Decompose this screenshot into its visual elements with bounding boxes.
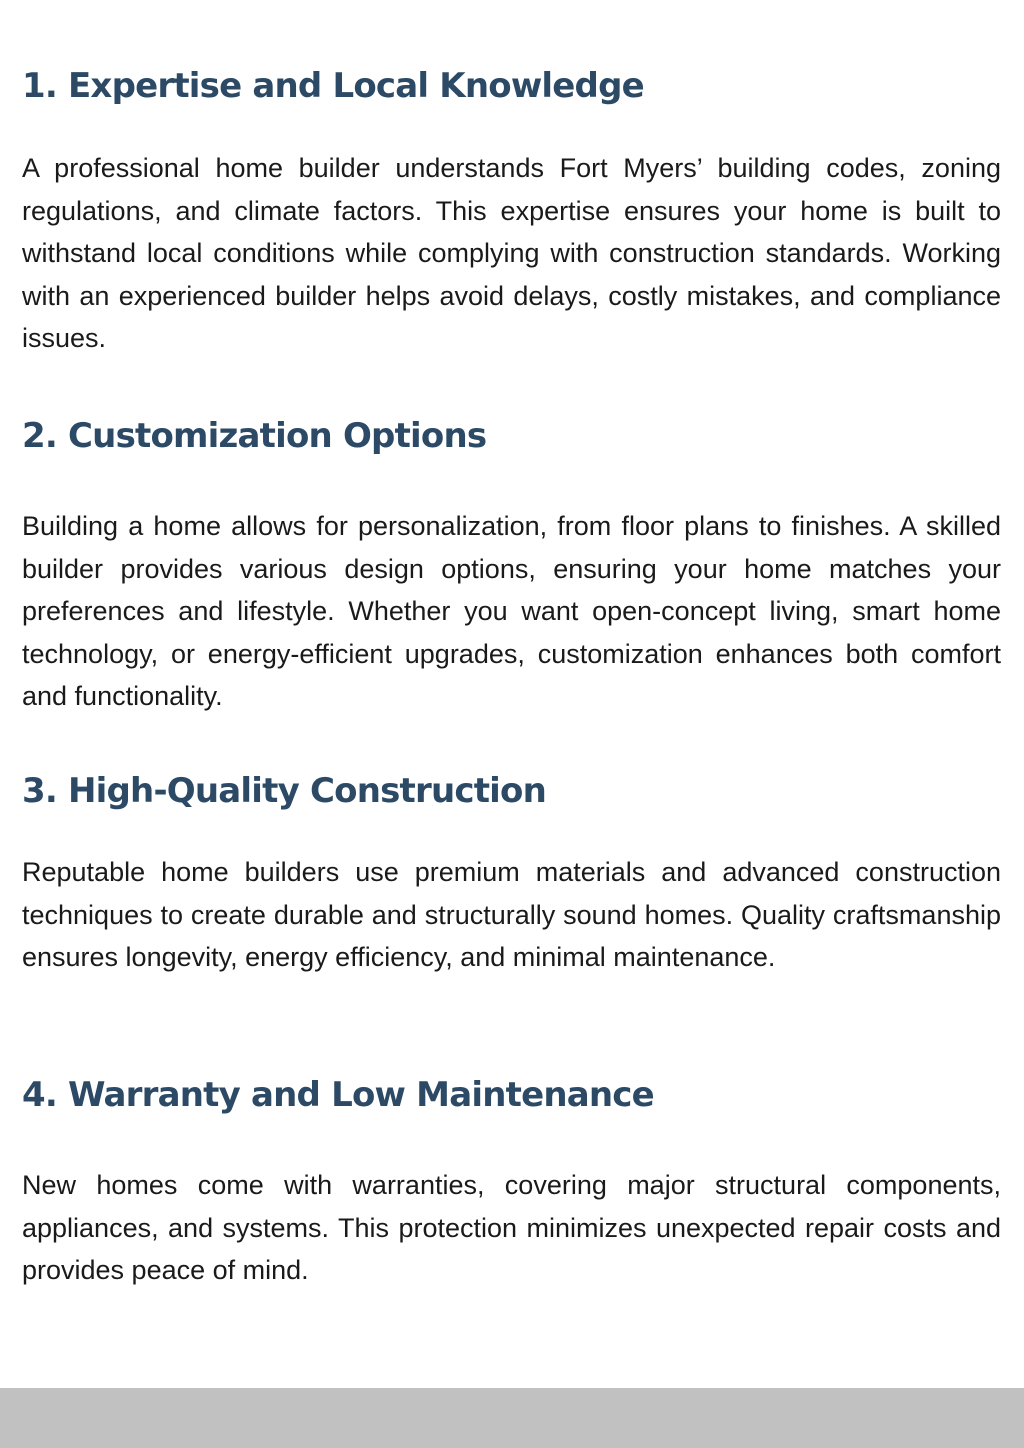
section-expertise [22,66,1001,106]
footer-bar [0,1388,1024,1448]
section-body-expertise: A professional home builder understands Fort Myers’ building codes, zoning regulations, and climate factors. This expertise ensures your home is built to withstand local conditions while complying with construction standards. Working with an experienced builder helps avoid delays, costly mistakes, and compliance issues. [22,153,1001,354]
section-heading-customization: 2. Customization Options [22,416,487,456]
section-warranty-body [22,1164,1001,1292]
section-heading-quality: 3. High-Quality Construction [22,771,546,811]
section-expertise-body [22,147,1001,360]
section-customization-body [22,505,1001,718]
section-heading-expertise: 1. Expertise and Local Knowledge [22,66,644,106]
section-customization [22,416,1001,456]
section-body-warranty: New homes come with warranties, covering major structural components, appliances, and systems. This protection minimizes unexpected repair costs and provides peace of mind. [22,1170,1001,1286]
section-body-quality: Reputable home builders use premium materials and advanced construction techniques to create durable and structurally sound homes. Quality craftsmanship ensures longevity, energy efficiency, and minimal maintenance. [22,857,1001,973]
section-quality-body [22,851,1001,979]
section-body-customization: Building a home allows for personalization, from floor plans to finishes. A skilled builder provides various design options, ensuring your home matches your preferences and lifestyle. Whether you want open-concept living, smart home technology, or energy-efficient upgrades, customization enhances both comfort and functionality. [22,511,1001,712]
section-quality [22,771,1001,811]
section-warranty [22,1075,1001,1115]
section-heading-warranty: 4. Warranty and Low Maintenance [22,1075,654,1115]
